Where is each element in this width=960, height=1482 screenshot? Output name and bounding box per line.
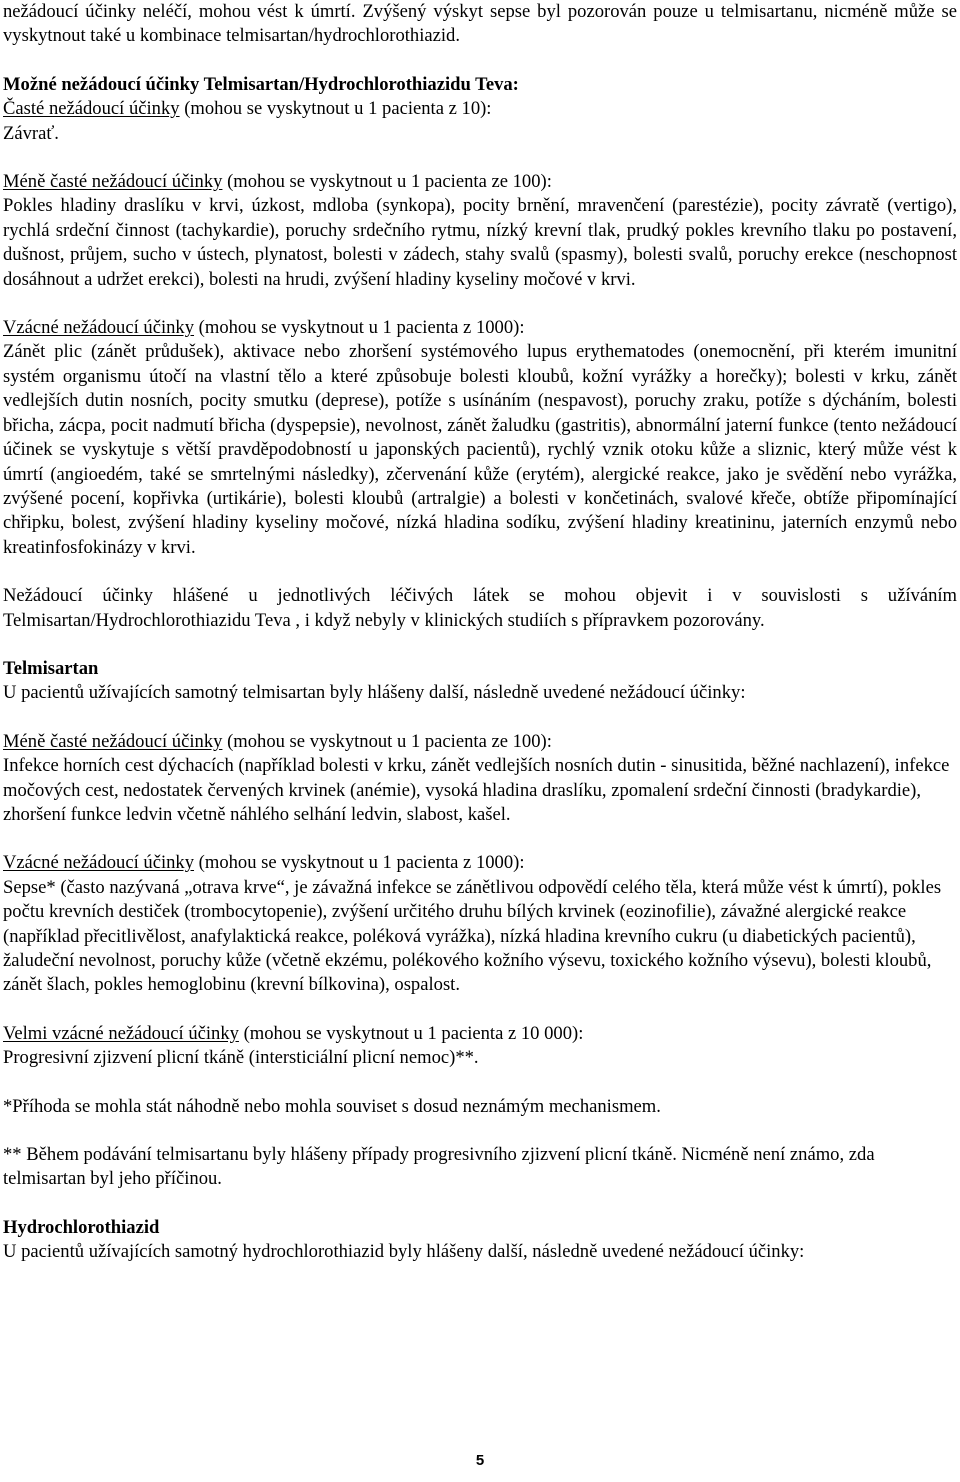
page-number: 5 <box>475 1452 485 1469</box>
spacer <box>3 998 957 1022</box>
frequency-label: Vzácné nežádoucí účinky <box>3 852 195 874</box>
telmisartan-rare-effects: Sepse* (často nazývaná „otrava krve“, je závažná infekce se zánětlivou odpovědí celého těla, která může vést k úmrtí), pokles počtu krevních destiček (trombocytopenie), zvýšení určitého druhu bílých krvinek (eozinofilie), závažné alergické reakce (například přecitlivělost, anafylaktická reakce, poléková vyrážka), nízká hladina krevního cukru (u diabetických pacientů), žaludeční nevolnost, poruchy kůže (včetně ekzému, polékového kožního výsevu, toxického kožního výsevu), bolesti kloubů, zánět šlach, pokles hemoglobinu (krevní bílkovina), ospalost. <box>3 876 942 996</box>
spacer <box>3 292 957 316</box>
telmisartan-very-rare-frequency <box>3 1022 957 1046</box>
spacer <box>3 827 957 851</box>
combination-common-frequency <box>3 97 957 121</box>
spacer <box>3 560 957 584</box>
spacer <box>3 633 957 657</box>
telmisartan-uncommon-effects: Infekce horních cest dýchacích (například bolesti v krku, zánět vedlejších nosních dutin - sinusitida, běžné nachlazení), infekce močových cest, nedostatek červených krvinek (anémie), vysoká hladina draslíku, zpomalení srdeční činnosti (bradykardie), zhoršení funkce ledvin včetně náhlého selhání ledvin, slabost, kašel. <box>3 755 950 825</box>
frequency-label: Časté nežádoucí účinky <box>3 98 180 120</box>
telmisartan-rare-frequency <box>3 851 957 875</box>
footnote-double-asterisk: ** Během podávání telmisartanu byly hlášeny případy progresivního zjizvení plicní tkáně. Nicméně není známo, zda telmisartan byl jeho příčinou. <box>3 1144 875 1190</box>
spacer <box>3 1119 957 1143</box>
combination-rare-effects: Zánět plic (zánět průdušek), aktivace nebo zhoršení systémového lupus erythematodes (onemocnění, při kterém imunitní systém organismu útočí na vlastní tělo a které způsobuje bolesti kloubů, kožní vyrážky a horečky); bolesti v krku, zánět vedlejších dutin nosních, pocity smutku (deprese), potíže s usínáním (nespavost), poruchy zraku, potíže s dýcháním, bolesti břicha, zácpa, pocit nadmutí břicha (dyspepsie), nevolnost, zánět žaludku (gastritis), abnormální jaterní funkce (tento nežádoucí účinek se vyskytuje s větší pravděpodobností u japonských pacientů), rychlý vznik otoku kůže a sliznic, který může vést k úmrtí (angioedém, také se smrtelnými následky), zčervenání kůže (erytém), alergické reakce, jako je svědění nebo vyrážka, zvýšené pocení, kopřivka (urtikárie), bolesti kloubů (artralgie) a bolesti v končetinách, svalové křeče, obtíže připomínající chřipku, bolest, zvýšení hladiny kyseliny močové, nízká hladina sodíku, zvýšení hladiny kreatininu, jaterních enzymů nebo kreatinfosfokinázy v krvi. <box>3 341 957 558</box>
frequency-description: (mohou se vyskytnout u 1 pacienta ze 100): <box>222 171 552 193</box>
hydrochlorothiazide-heading: Hydrochlorothiazid <box>3 1216 160 1238</box>
combination-uncommon-effects: Pokles hladiny draslíku v krvi, úzkost, mdloba (synkopa), pocity brnění, mravenčení (parestézie), pocity závratě (vertigo), rychlá srdeční činnost (tachykardie), poruchy srdečního rytmu, nízký krevní tlak, prudký pokles krevního tlaku po postavení, dušnost, průjem, sucho v ústech, plynatost, bolesti v zádech, stahy svalů (spasmy), bolesti svalů, poruchy erekce (neschopnost dosáhnout a udržet erekci), bolesti na hrudi, zvýšení hladiny kyseliny močové v krvi. <box>3 195 957 290</box>
frequency-description: (mohou se vyskytnout u 1 pacienta z 10): <box>179 98 492 120</box>
telmisartan-uncommon-frequency <box>3 730 957 754</box>
telmisartan-very-rare-effects: Progresivní zjizvení plicní tkáně (intersticiální plicní nemoc)**. <box>3 1047 479 1069</box>
spacer <box>3 706 957 730</box>
combination-side-effects-heading: Možné nežádoucí účinky Telmisartan/Hydrochlorothiazidu Teva: <box>3 73 519 95</box>
combination-rare-frequency <box>3 316 957 340</box>
frequency-label: Vzácné nežádoucí účinky <box>3 317 195 339</box>
intro-paragraph: nežádoucí účinky neléčí, mohou vést k úmrtí. Zvýšený výskyt sepse byl pozorován pouze u telmisartanu, nicméně může se vyskytnout také u kombinace telmisartan/hydrochlorothiazid. <box>3 1 957 47</box>
combination-uncommon-frequency <box>3 170 957 194</box>
frequency-label: Méně časté nežádoucí účinky <box>3 171 223 193</box>
frequency-description: (mohou se vyskytnout u 1 pacienta z 1000): <box>194 852 525 874</box>
frequency-description: (mohou se vyskytnout u 1 pacienta z 10 000): <box>238 1022 584 1044</box>
hydrochlorothiazide-intro: U pacientů užívajících samotný hydrochlorothiazid byly hlášeny další, následně uvedené nežádoucí účinky: <box>3 1241 805 1263</box>
combination-common-effects: Závrať. <box>3 122 59 144</box>
spacer <box>3 1192 957 1216</box>
telmisartan-intro: U pacientů užívajících samotný telmisartan byly hlášeny další, následně uvedené nežádoucí účinky: <box>3 682 746 704</box>
frequency-description: (mohou se vyskytnout u 1 pacienta ze 100): <box>222 730 552 752</box>
frequency-description: (mohou se vyskytnout u 1 pacienta z 1000): <box>194 317 525 339</box>
spacer <box>3 49 957 73</box>
document-page <box>3 0 957 1265</box>
spacer <box>3 1071 957 1095</box>
frequency-label: Méně časté nežádoucí účinky <box>3 730 223 752</box>
frequency-label: Velmi vzácné nežádoucí účinky <box>3 1022 239 1044</box>
telmisartan-heading: Telmisartan <box>3 657 99 679</box>
footnote-single-asterisk: *Příhoda se mohla stát náhodně nebo mohla souviset s dosud neznámým mechanismem. <box>3 1095 661 1117</box>
spacer <box>3 146 957 170</box>
individual-substances-paragraph: Nežádoucí účinky hlášené u jednotlivých léčivých látek se mohou objevit i v souvislosti s užíváním Telmisartan/Hydrochlorothiazidu Teva , i když nebyly v klinických studiích s přípravkem pozorovány. <box>3 585 957 631</box>
